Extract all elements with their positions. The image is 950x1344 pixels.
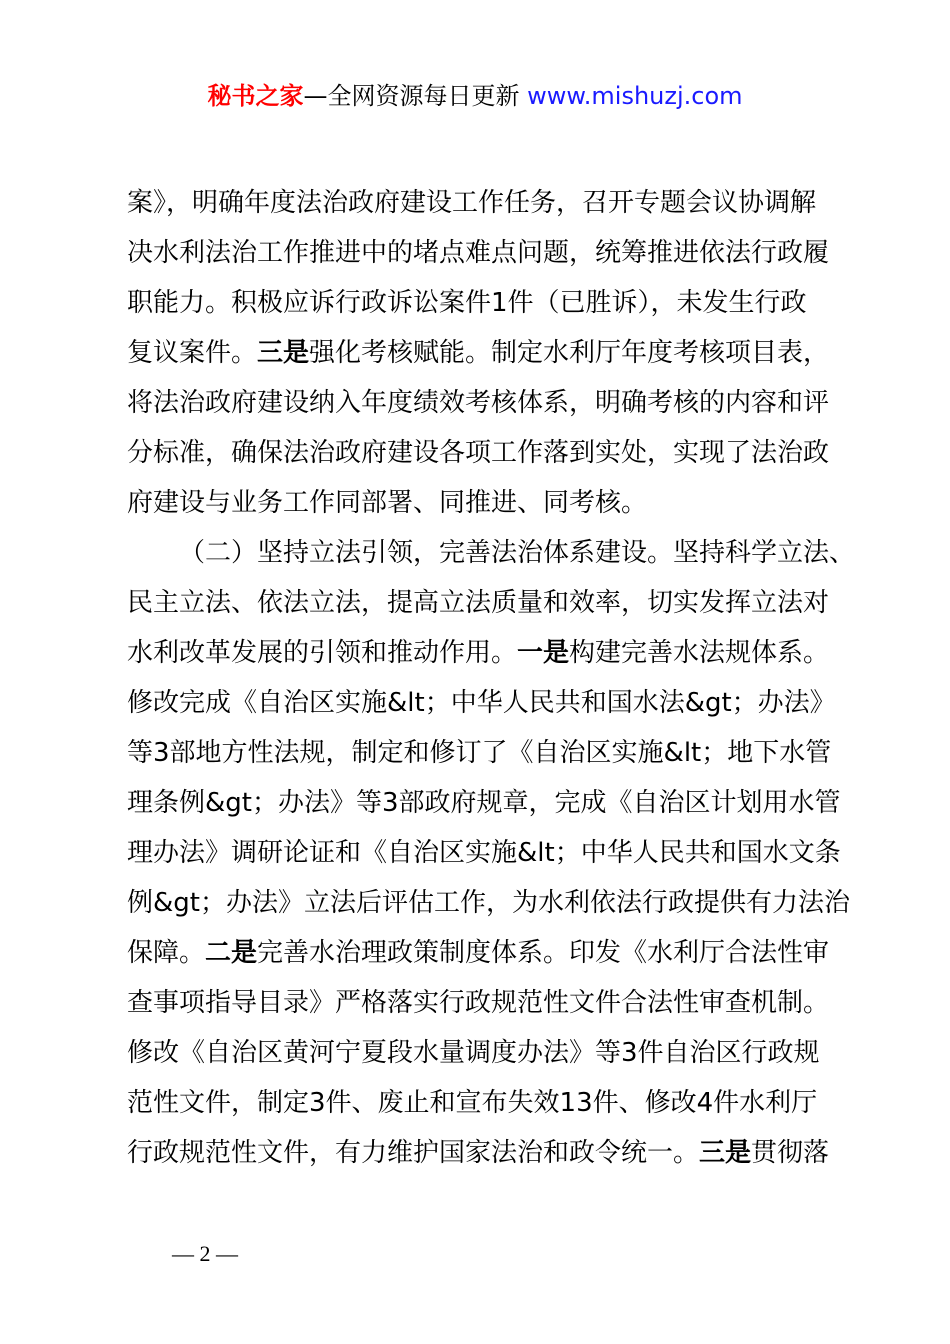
text-span: 府建设与业务工作同部署、同推进、同考核。 — [127, 488, 648, 518]
text-span: 例&gt；办法》立法后评估工作，为水利依法行政提供有力法治 — [127, 888, 850, 918]
text-line — [127, 928, 837, 978]
text-span: 将法治政府建设纳入年度绩效考核体系，明确考核的内容和评 — [127, 388, 830, 418]
text-line — [127, 1128, 837, 1178]
paragraph-heading-line — [127, 528, 856, 578]
text-span: 水利改革发展的引领和推动作用。 — [127, 638, 518, 668]
text-line — [127, 328, 837, 378]
text-span: 修改《自治区黄河宁夏段水量调度办法》等3件自治区行政规 — [127, 1038, 820, 1068]
text-span: 理办法》调研论证和《自治区实施&lt；中华人民共和国水文条 — [127, 838, 841, 868]
text-span: 等3部地方性法规，制定和修订了《自治区实施&lt；地下水管 — [127, 738, 832, 768]
text-span: 完善水治理政策制度体系。印发《水利厅合法性审 — [257, 938, 830, 968]
text-line — [127, 1028, 837, 1078]
text-line — [127, 828, 841, 878]
text-span: 查事项指导目录》严格落实行政规范性文件合法性审查机制。 — [127, 988, 830, 1018]
page-number: — 2 — — [172, 1241, 238, 1266]
text-span: 贯彻落 — [751, 1138, 830, 1168]
page-header — [0, 80, 950, 112]
text-span: 理条例&gt；办法》等3部政府规章，完成《自治区计划用水管 — [127, 788, 841, 818]
text-line — [127, 478, 837, 528]
text-line — [127, 428, 837, 478]
text-line — [127, 778, 841, 828]
text-span: 案》，明确年度法治政府建设工作任务，召开专题会议协调解 — [127, 188, 817, 218]
text-line — [127, 678, 837, 728]
text-span: 民主立法、依法立法，提高立法质量和效率，切实发挥立法对 — [127, 588, 830, 618]
text-line — [127, 278, 837, 328]
text-span: 分标准，确保法治政府建设各项工作落到实处，实现了法治政 — [127, 438, 830, 468]
text-span: 行政规范性文件，有力维护国家法治和政令统一。 — [127, 1138, 700, 1168]
text-span: 强化考核赋能。制定水利厅年度考核项目表， — [309, 338, 830, 368]
text-span: 修改完成《自治区实施&lt；中华人民共和国水法&gt；办法》 — [127, 688, 836, 718]
text-span: （二）坚持立法引领，完善法治体系建设。坚持科学立法、 — [179, 538, 856, 568]
body-text — [127, 178, 856, 1178]
text-span: 决水利法治工作推进中的堵点难点问题，统筹推进依法行政履 — [127, 238, 830, 268]
bold-marker: 三是 — [257, 338, 310, 368]
text-line — [127, 1078, 837, 1128]
text-line — [127, 978, 837, 1028]
bold-marker: 一是 — [517, 638, 570, 668]
text-line — [127, 878, 850, 928]
text-line — [127, 178, 837, 228]
text-line — [127, 578, 837, 628]
text-span: 复议案件。 — [127, 338, 258, 368]
text-line — [127, 628, 837, 678]
header-url[interactable]: www.mishuzj.com — [527, 82, 743, 110]
text-line — [127, 228, 837, 278]
text-span: 范性文件，制定3件、废止和宣布失效13件、修改4件水利厅 — [127, 1088, 818, 1118]
bold-marker: 三是 — [699, 1138, 752, 1168]
text-span: 职能力。积极应诉行政诉讼案件1件（已胜诉），未发生行政 — [127, 288, 807, 318]
text-span: 保障。 — [127, 938, 206, 968]
text-span: 构建完善水法规体系。 — [569, 638, 830, 668]
header-brand: 秘书之家 — [207, 82, 304, 110]
header-tagline: —全网资源每日更新 — [303, 82, 528, 110]
text-line — [127, 378, 837, 428]
bold-marker: 二是 — [205, 938, 258, 968]
text-line — [127, 728, 837, 778]
